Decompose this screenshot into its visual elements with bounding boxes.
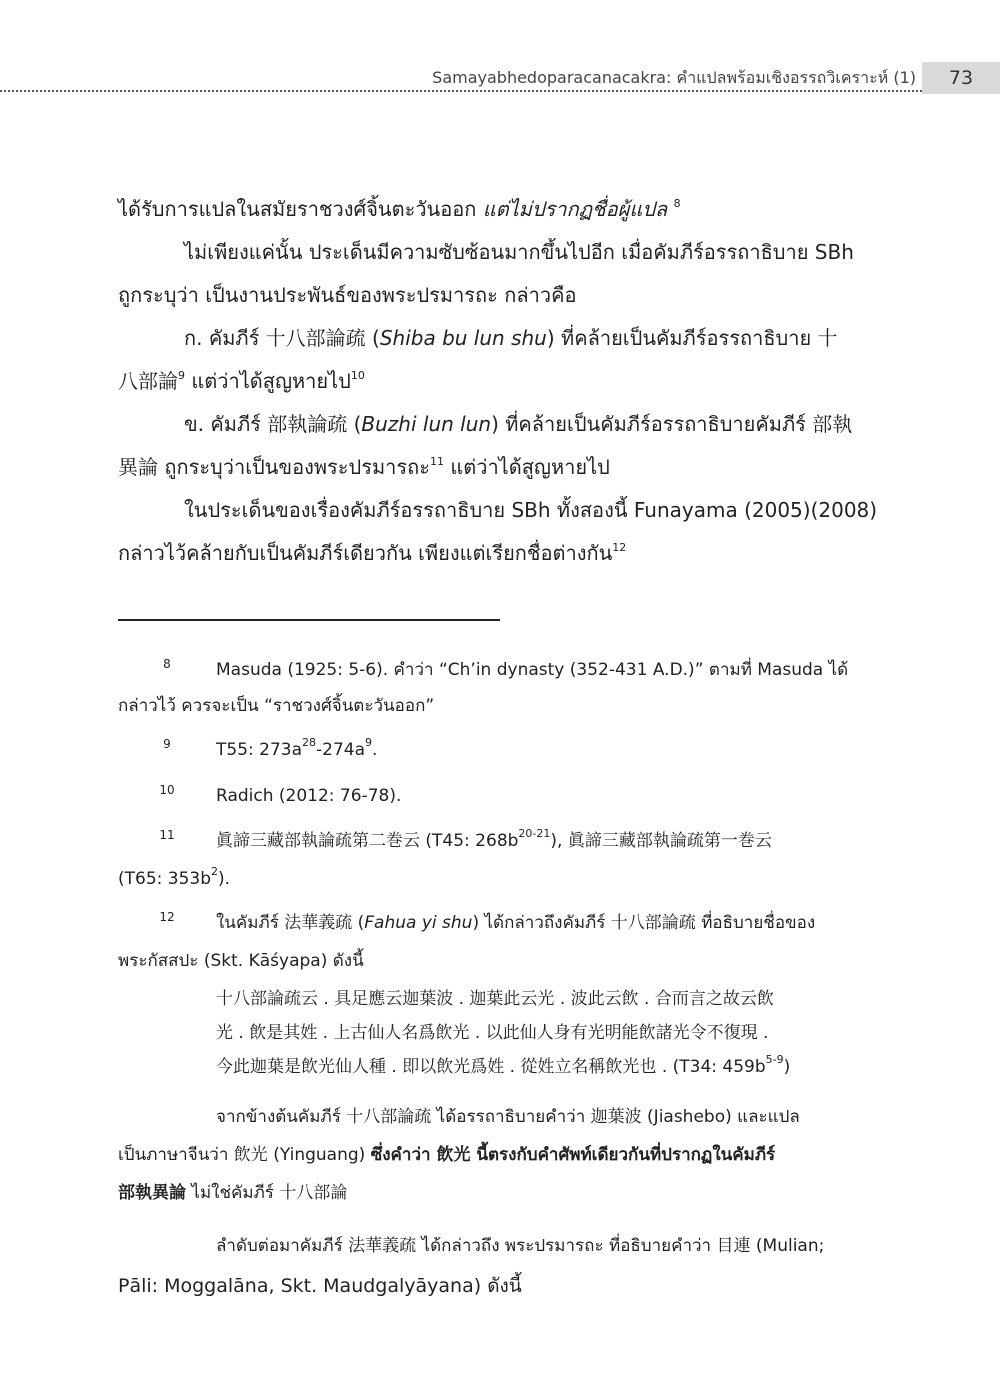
footnote-ref-12: 12 bbox=[612, 541, 627, 554]
footnote-10: 10 Radich (2012: 76-78). bbox=[159, 783, 402, 806]
footnote-ref-9: 9 bbox=[178, 369, 185, 382]
block-quote: 十八部論疏云 . 具足應云迦葉波 . 迦葉此云光 . 波此云飲 . 合而言之故云飲 光 . 飲是其姓 . 上古仙人名爲飲光 . 以此仙人身有光明能飲諸光令不復現 . 今此迦葉是飲光仙人種 . 即以飲光爲姓 . 從姓立名稱飲光也 . (T34: $459b^{5-9}$) bbox=[216, 989, 791, 1077]
footnote-ref-11: 11 bbox=[429, 455, 444, 468]
body-line-1: ได้รับการแปลในสมัยราชวงศ์จิ้นตะวันออก แต่ไม่ปรากฏชื่อผู้แปล $^8$ bbox=[118, 197, 681, 221]
footnote-8: 8 Masuda (1925: 5-6). คำว่า “Ch’in dynasty (352-431 A.D.)” ตามที่ Masuda ได้ กล่าวไว้ ควรจะเป็น “ราชวงศ์จิ้นตะวันออก” bbox=[118, 657, 849, 716]
body-line-5: 八部論$^9$ แต่ว่าได้สูญหายไป$^{10}$ bbox=[118, 369, 365, 393]
body-line-2: ไม่เพียงแค่นั้น ประเด็นมีความซับซ้อนมากขึ้นไปอีก เมื่อคัมภีร์อรรถาธิบาย SBh bbox=[184, 240, 854, 264]
footnote-separator bbox=[118, 619, 500, 621]
footnote-11: 11 眞諦三藏部執論疏第二巻云 (T45: $268b^{20-21}$), 眞諦三藏部執論疏第一巻云 (T65: $353b^2$). bbox=[118, 827, 772, 889]
footnote-ref-10: 10 bbox=[350, 369, 365, 382]
body-line-7: 異論 ถูกระบุว่าเป็นของพระปรมารถะ$^{11}$ แต่ว่าได้สูญหายไป bbox=[118, 455, 610, 479]
body-line-3: ถูกระบุว่า เป็นงานประพันธ์ของพระปรมารถะ กล่าวคือ bbox=[118, 283, 577, 307]
footnote-9: 9 T55: $273a^{28}-274a^9$. bbox=[163, 736, 378, 760]
body-line-6: ข. คัมภีร์ 部執論疏 (Buzhi lun lun) ที่คล้ายเป็นคัมภีร์อรรถาธิบายคัมภีร์ 部執 bbox=[184, 412, 853, 436]
header-title: Samayabhedoparacanacakra: คำแปลพร้อมเชิงอรรถวิเคราะห์ (1) bbox=[432, 68, 916, 87]
analysis-paragraph-2: ลำดับต่อมาคัมภีร์ 法華義疏 ได้กล่าวถึง พระปรมารถะ ที่อธิบายคำว่า 目連 (Mulian; Pāli: Moggalāna, Skt. Maudgalyāyana) ดังนี้ bbox=[118, 1236, 825, 1297]
running-header bbox=[0, 62, 1000, 92]
body-line-9: กล่าวไว้คล้ายกับเป็นคัมภีร์เดียวกัน เพียงแต่เรียกชื่อต่างกัน$^{12}$ bbox=[118, 541, 627, 565]
analysis-paragraph-1: จากข้างต้นคัมภีร์ 十八部論疏 ได้อรรถาธิบายคำว่า 迦葉波 (Jiashebo) และแปล เป็นภาษาจีนว่า 飲光 (Yinguang) ซึ่งคำว่า 飲光 นี้ตรงกับคำศัพท์เดียวกันที่ปรากฏในคัมภีร์ 部執異論 ไม่ใช่คัมภีร์ 十八部論 bbox=[118, 1107, 800, 1203]
header-dotted-rule bbox=[0, 90, 922, 92]
footnote-ref-8: 8 bbox=[673, 197, 681, 210]
footnote-12: 12 ในคัมภีร์ 法華義疏 (Fahua yi shu) ได้กล่าวถึงคัมภีร์ 十八部論疏 ที่อธิบายชื่อของ พระกัสสปะ (Skt. Kāśyapa) ดังนี้ bbox=[118, 910, 816, 971]
page-number: 73 bbox=[922, 62, 1000, 94]
main-body bbox=[118, 188, 884, 575]
body-line-8: ในประเด็นของเรื่องคัมภีร์อรรถาธิบาย SBh ทั้งสองนี้ Funayama (2005)(2008) bbox=[184, 498, 878, 522]
body-line-4: ก. คัมภีร์ 十八部論疏 (Shiba bu lun shu) ที่คล้ายเป็นคัมภีร์อรรถาธิบาย 十 bbox=[184, 326, 838, 350]
